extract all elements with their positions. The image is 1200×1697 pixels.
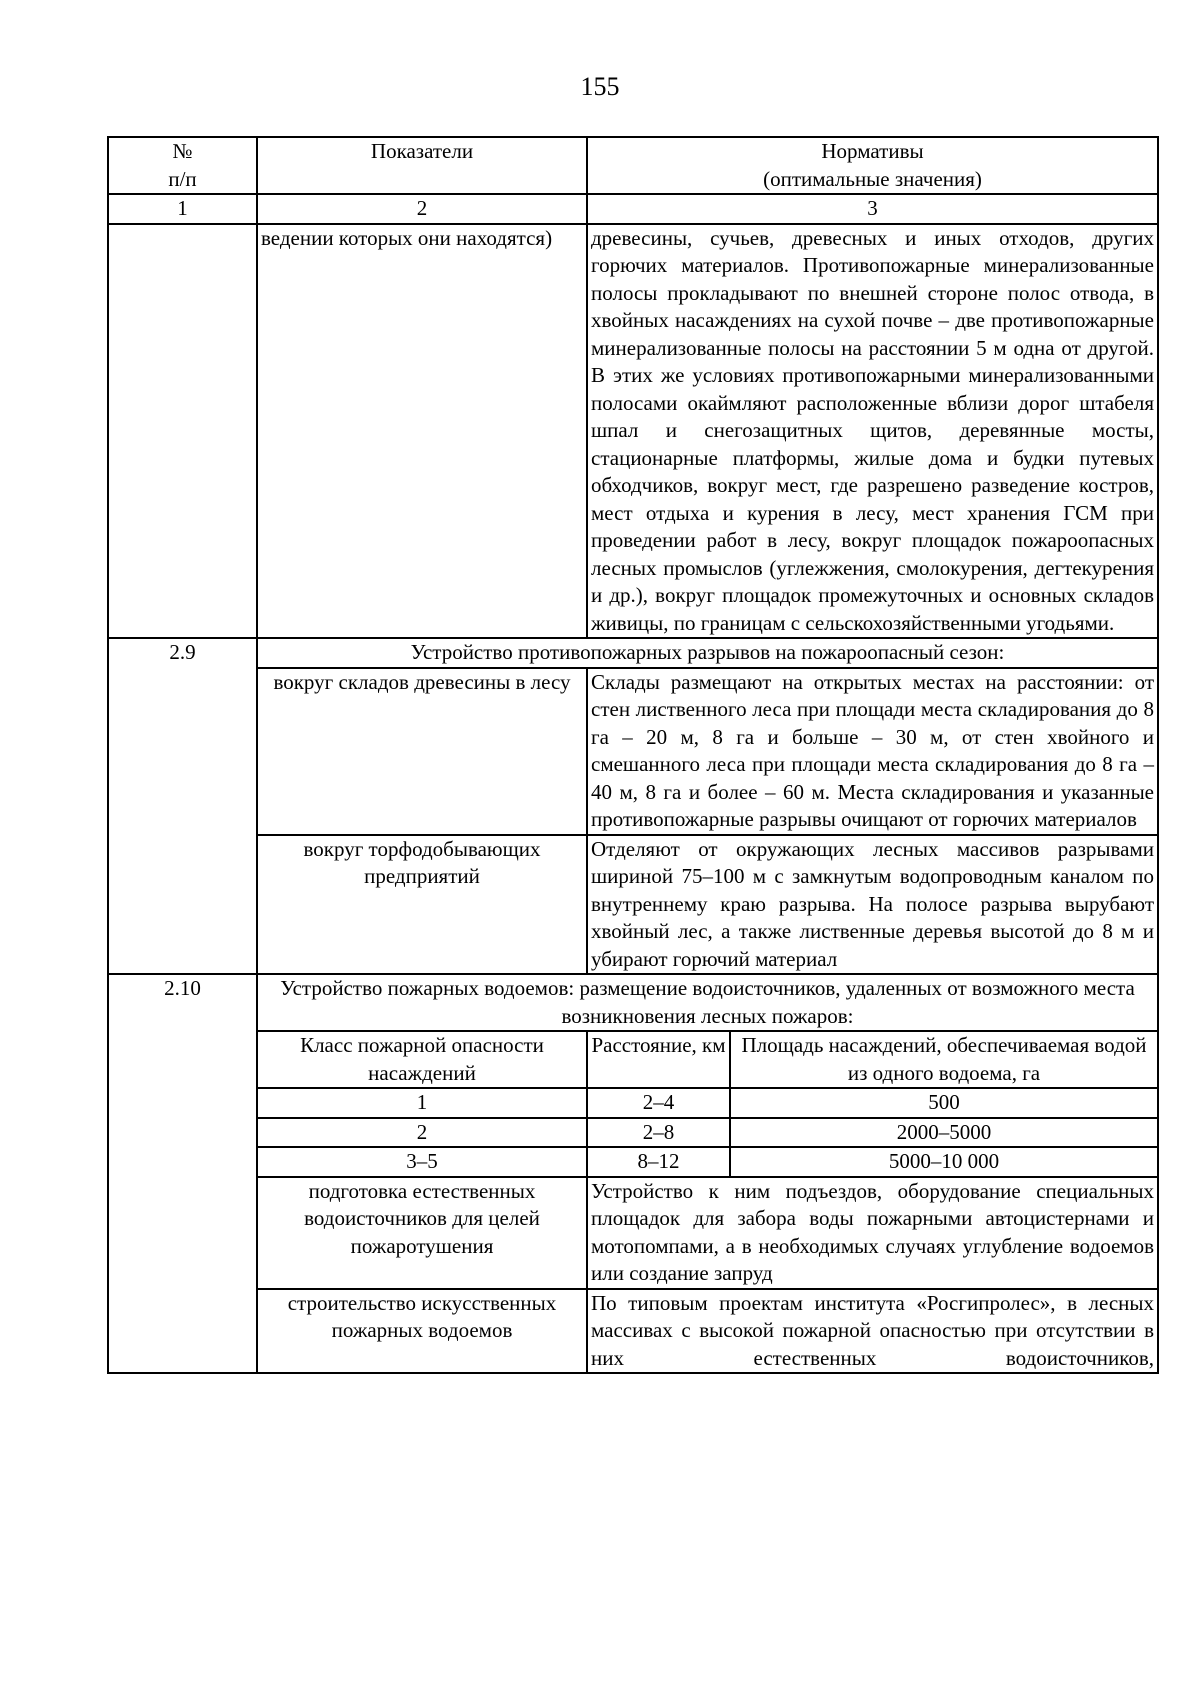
section-row: [108, 638, 1158, 668]
row-norm: древесины, сучьев, древесных и иных отходов, других горючих материалов. Противопожарные минерализованные полосы прокладывают по внешней стороне полос отвода, в хвойных насаждениях на сухой почве – две противопожарные минерализованные полосы на расстоянии 5 м одна от другой. В этих же условиях противопожарными минерализованными полосами окаймляют расположенные вблизи дорог штабеля шпал и снегозащитных щитов, деревянные мосты, стационарные платформы, жилые дома и будки путевых обходчиков, вокруг мест, где разрешено разведение костров, мест отдыха и курения в лесу, мест хранения ГСМ при проведении работ в лесу, вокруг площадок пожароопасных лесных промыслов (углежжения, смолокурения, дегтекурения и др.), вокруг площадок промежуточных и основных складов живицы, по границам с сельскохозяйственными угодьями.: [587, 224, 1158, 639]
row-norm: Устройство к ним подъездов, оборудование специальных площадок для забора воды пожарными автоцистернами и мотопомпами, а в необходимых случаях углубление водоемов или создание запруд: [587, 1177, 1158, 1289]
column-number-row: [108, 194, 1158, 224]
row-norm: Отделяют от окружающих лесных массивов разрывами шириной 75–100 м с замкнутым водопроводным каналом по внутреннему краю разрыва. На полосе разрыва вырубают хвойный лес, а также лиственные деревья высотой до 8 м и убирают горючий материал: [587, 835, 1158, 975]
subtable-row: [108, 1118, 1158, 1148]
subtable-header-distance: Расстояние, км: [587, 1031, 730, 1088]
subtable-area: 5000–10 000: [730, 1147, 1158, 1177]
row-indicator: вокруг складов древесины в лесу: [257, 668, 587, 835]
table-header-row: [108, 137, 1158, 194]
header-norms: Нормативы (оптимальные значения): [587, 137, 1158, 194]
table-row: [108, 1177, 1158, 1289]
subtable-header-area: Площадь насаждений, обеспечиваемая водой из одного водоема, га: [730, 1031, 1158, 1088]
subtable-distance: 2–4: [587, 1088, 730, 1118]
subtable-class: 2: [257, 1118, 587, 1148]
table-row: [108, 1289, 1158, 1374]
section-number: 2.9: [108, 638, 257, 974]
table-row: [108, 668, 1158, 835]
section-number: 2.10: [108, 974, 257, 1373]
norms-table: [107, 136, 1159, 1374]
subtable-row: [108, 1147, 1158, 1177]
section-title: Устройство пожарных водоемов: размещение водоисточников, удаленных от возможного места возникновения лесных пожаров:: [257, 974, 1158, 1031]
subtable-area: 2000–5000: [730, 1118, 1158, 1148]
header-num: № п/п: [108, 137, 257, 194]
section-row: [108, 974, 1158, 1031]
col-number-3: 3: [587, 194, 1158, 224]
subtable-distance: 2–8: [587, 1118, 730, 1148]
col-number-2: 2: [257, 194, 587, 224]
section-title: Устройство противопожарных разрывов на пожароопасный сезон:: [257, 638, 1158, 668]
subtable-header-class: Класс пожарной опасности насаждений: [257, 1031, 587, 1088]
subtable-area: 500: [730, 1088, 1158, 1118]
subtable-class: 3–5: [257, 1147, 587, 1177]
row-indicator: подготовка естественных водоисточников для целей пожаротушения: [257, 1177, 587, 1289]
subtable-class: 1: [257, 1088, 587, 1118]
subtable-distance: 8–12: [587, 1147, 730, 1177]
page-number: 155: [580, 72, 620, 101]
table-row: [108, 224, 1158, 639]
row-indicator: строительство искусственных пожарных водоемов: [257, 1289, 587, 1374]
row-norm: Склады размещают на открытых местах на расстоянии: от стен лиственного леса при площади места складирования до 8 га – 20 м, 8 га и больше – 30 м, от стен хвойного и смешанного леса при площади места складирования до 8 га – 40 м, 8 га и более – 60 м. Места складирования и указанные противопожарные разрывы очищают от горючих материалов: [587, 668, 1158, 835]
row-indicator: вокруг торфодобывающих предприятий: [257, 835, 587, 975]
row-num: [108, 224, 257, 639]
subtable-row: [108, 1088, 1158, 1118]
subtable-header-row: [108, 1031, 1158, 1088]
col-number-1: 1: [108, 194, 257, 224]
row-indicator: ведении которых они находятся): [257, 224, 587, 639]
header-indicators: Показатели: [257, 137, 587, 194]
table-row: [108, 835, 1158, 975]
row-norm: По типовым проектам института «Росгипролес», в лесных массивах с высокой пожарной опасностью при отсутствии в них естественных водоисточников,: [587, 1289, 1158, 1374]
